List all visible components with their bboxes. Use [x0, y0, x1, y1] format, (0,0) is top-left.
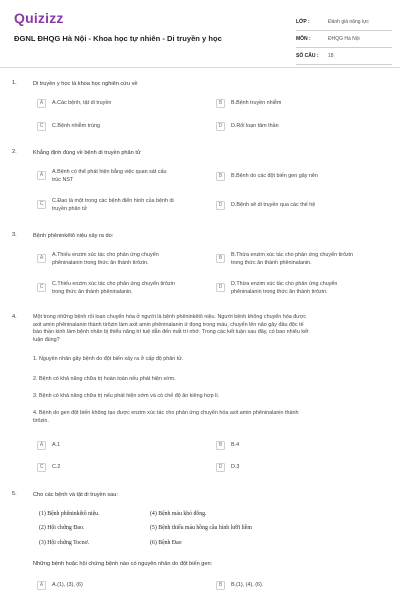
option-letter-box: D — [216, 463, 225, 472]
option-text — [231, 280, 337, 296]
question-number: 3. — [12, 232, 17, 238]
option-letter-box: A — [37, 581, 46, 590]
question-number: 5. — [12, 491, 17, 497]
option-text: A.1 — [52, 442, 61, 448]
meta-key: SỐ CÂU : — [296, 53, 319, 59]
meta-value: ĐHQG Hà Nội — [328, 36, 360, 42]
question-text: Cho các bệnh và tật di truyền sau: — [33, 492, 118, 498]
option-text: C.2 — [52, 464, 61, 470]
question-text: Khẳng định đúng về bệnh di truyền phân tử — [33, 150, 141, 156]
meta-row-class — [296, 14, 392, 31]
option-text-line: D.Thừa enzim xúc tác cho phản ứng chuyển — [231, 281, 338, 287]
question-number: 4. — [12, 314, 17, 320]
answer-option-b[interactable] — [216, 441, 239, 450]
statement-2: 2. Bệnh có khả năng chữa trị hoàn toàn nếu phát hiện sớm. — [33, 376, 176, 382]
answer-option-a[interactable] — [37, 441, 60, 450]
option-text: D.Bệnh sẽ di truyền qua các thế hệ — [231, 202, 316, 208]
meta-value: Đánh giá năng lực — [328, 19, 369, 25]
option-text-line: A.Bệnh có thể phát hiện bằng việc quan sát cấu — [52, 169, 167, 175]
answer-option-b[interactable] — [216, 251, 353, 267]
answer-option-d[interactable] — [216, 122, 279, 131]
question-text: Bệnh phêninkêtô niệu xảy ra do: — [33, 233, 114, 239]
worksheet-title: ĐGNL ĐHQG Hà Nội - Khoa học tự nhiên - Di truyền y học — [14, 34, 222, 43]
option-text: A.Các bệnh, tật di truyền — [52, 100, 112, 106]
option-text: C.Bệnh nhiễm trùng — [52, 123, 100, 129]
option-text: B.(1), (4), (6). — [231, 582, 264, 588]
statement-4 — [33, 410, 390, 425]
option-text: A.(1), (3), (6) — [52, 582, 83, 588]
option-letter-box: A — [37, 254, 46, 263]
list-item: (1) Bệnh phêninkêtô niệu. — [39, 511, 100, 517]
answer-option-b[interactable] — [216, 99, 281, 108]
option-text: B.4 — [231, 442, 240, 448]
option-text-line: trong thức ăn thành phêninalanin. — [52, 288, 133, 295]
option-letter-box: B — [216, 581, 225, 590]
list-item: (3) Hội chứng Tocnơ. — [39, 540, 90, 546]
option-text — [52, 251, 159, 267]
option-letter-box: A — [37, 99, 46, 108]
question-text-line: luận đúng? — [33, 336, 60, 343]
option-letter-box: C — [37, 122, 46, 131]
answer-option-a[interactable] — [37, 99, 111, 108]
option-text — [52, 197, 174, 213]
option-letter-box: C — [37, 200, 46, 209]
answer-option-d[interactable] — [216, 463, 239, 472]
answer-option-c[interactable] — [37, 463, 60, 472]
option-text: B.Bệnh truyền nhiễm — [231, 100, 282, 106]
option-text-line: A.Thiếu enzim xúc tác cho phản ứng chuyển — [52, 252, 159, 258]
option-letter-box: A — [37, 441, 46, 450]
list-item: (2) Hội chứng Đao. — [39, 525, 85, 531]
answer-option-c[interactable] — [37, 197, 174, 213]
list-item: (6) Bệnh Đao — [150, 540, 182, 546]
statement-line: tirôzin. — [33, 417, 49, 424]
question-text-line: axit amin phêninalanin thành tirôzin làm axit amin phêninalanin ứ đọng trong máu, chuyển lên não gây đầu độc tế — [33, 321, 304, 328]
statement-1: 1. Nguyên nhân gây bệnh do đột biến xảy ra ở cấp độ phân tử. — [33, 356, 184, 362]
list-item: (4) Bệnh máu khó đông. — [150, 511, 207, 517]
worksheet-header — [0, 0, 400, 68]
option-text-line: C.Thiếu enzim xúc tác cho phản ứng chuyển tirôzin — [52, 281, 175, 287]
option-text-line: phêninalanin trong thức ăn thành tirôzin. — [52, 259, 149, 266]
option-letter-box: D — [216, 122, 225, 131]
quizizz-logo: Quizizz — [14, 10, 64, 26]
option-text-line: phêninalanin trong thức ăn thành tirôzin. — [231, 288, 328, 295]
option-letter-box: B — [216, 172, 225, 181]
question-number: 1. — [12, 80, 17, 86]
meta-row-count — [296, 48, 392, 65]
option-text-line: truyền phân tử — [52, 205, 88, 212]
statement-line: 4. Bệnh do gen đột biến không tạo được enzim xúc tác cho phản ứng chuyển hóa axit amin phêninalanin thành — [33, 410, 299, 416]
option-letter-box: C — [37, 463, 46, 472]
meta-value: 18 — [328, 53, 334, 59]
answer-option-b[interactable] — [216, 172, 318, 181]
question-number: 2. — [12, 149, 17, 155]
option-text: D.3 — [231, 464, 240, 470]
option-text: D.Rối loạn tâm thần — [231, 123, 279, 129]
option-text: B.Bệnh do các đột biến gen gây nên — [231, 173, 318, 179]
question-text-line: Một trong những bệnh rối loạn chuyển hóa ở người là bệnh phêninkêtô niệu. Người bệnh không chuyển hóa được — [33, 314, 307, 320]
option-text — [231, 251, 353, 267]
option-text — [52, 168, 167, 184]
meta-key: LỚP : — [296, 19, 310, 25]
answer-option-d[interactable] — [216, 280, 337, 296]
answer-option-c[interactable] — [37, 122, 100, 131]
answer-option-a[interactable] — [37, 251, 159, 267]
answer-option-a[interactable] — [37, 168, 167, 184]
answer-option-b[interactable] — [216, 581, 263, 590]
worksheet-meta — [296, 14, 392, 65]
option-text-line: trúc NST — [52, 176, 74, 183]
option-letter-box: C — [37, 283, 46, 292]
answer-option-c[interactable] — [37, 280, 175, 296]
answer-option-a[interactable] — [37, 581, 83, 590]
question-text — [33, 314, 390, 344]
question-prompt: Những bệnh hoặc hội chứng bệnh nào có nguyên nhân do đột biến gen: — [33, 561, 213, 567]
option-text — [52, 280, 175, 296]
option-text-line: trong thức ăn thành phêninalanin. — [231, 259, 312, 266]
option-letter-box: A — [37, 171, 46, 180]
option-letter-box: B — [216, 441, 225, 450]
option-letter-box: B — [216, 99, 225, 108]
option-text-line: C.Đao là một trong các bệnh điển hình của bệnh di — [52, 198, 174, 204]
question-text: Di truyền y học là khoa học nghiên cứu về — [33, 81, 138, 87]
statement-3: 3. Bệnh có khả năng chữa trị nếu phát hiện sớm và có chế độ ăn kiêng hợp lí. — [33, 393, 220, 399]
answer-option-d[interactable] — [216, 201, 315, 210]
meta-key: MÔN : — [296, 36, 311, 42]
meta-row-subject — [296, 31, 392, 48]
option-letter-box: B — [216, 254, 225, 263]
list-item: (5) Bệnh thiếu máu hồng cầu hình lưỡi liềm — [150, 525, 252, 531]
option-letter-box: D — [216, 201, 225, 210]
question-text-line: bào thần kinh làm bệnh nhân bị thiểu năng trí tuệ dẫn đến mất trí nhớ. Trong các kết luận sau đây, có bao nhiêu kết — [33, 329, 309, 336]
option-text-line: B.Thừa enzim xúc tác cho phản ứng chuyển tirôzin — [231, 252, 353, 258]
option-letter-box: D — [216, 283, 225, 292]
